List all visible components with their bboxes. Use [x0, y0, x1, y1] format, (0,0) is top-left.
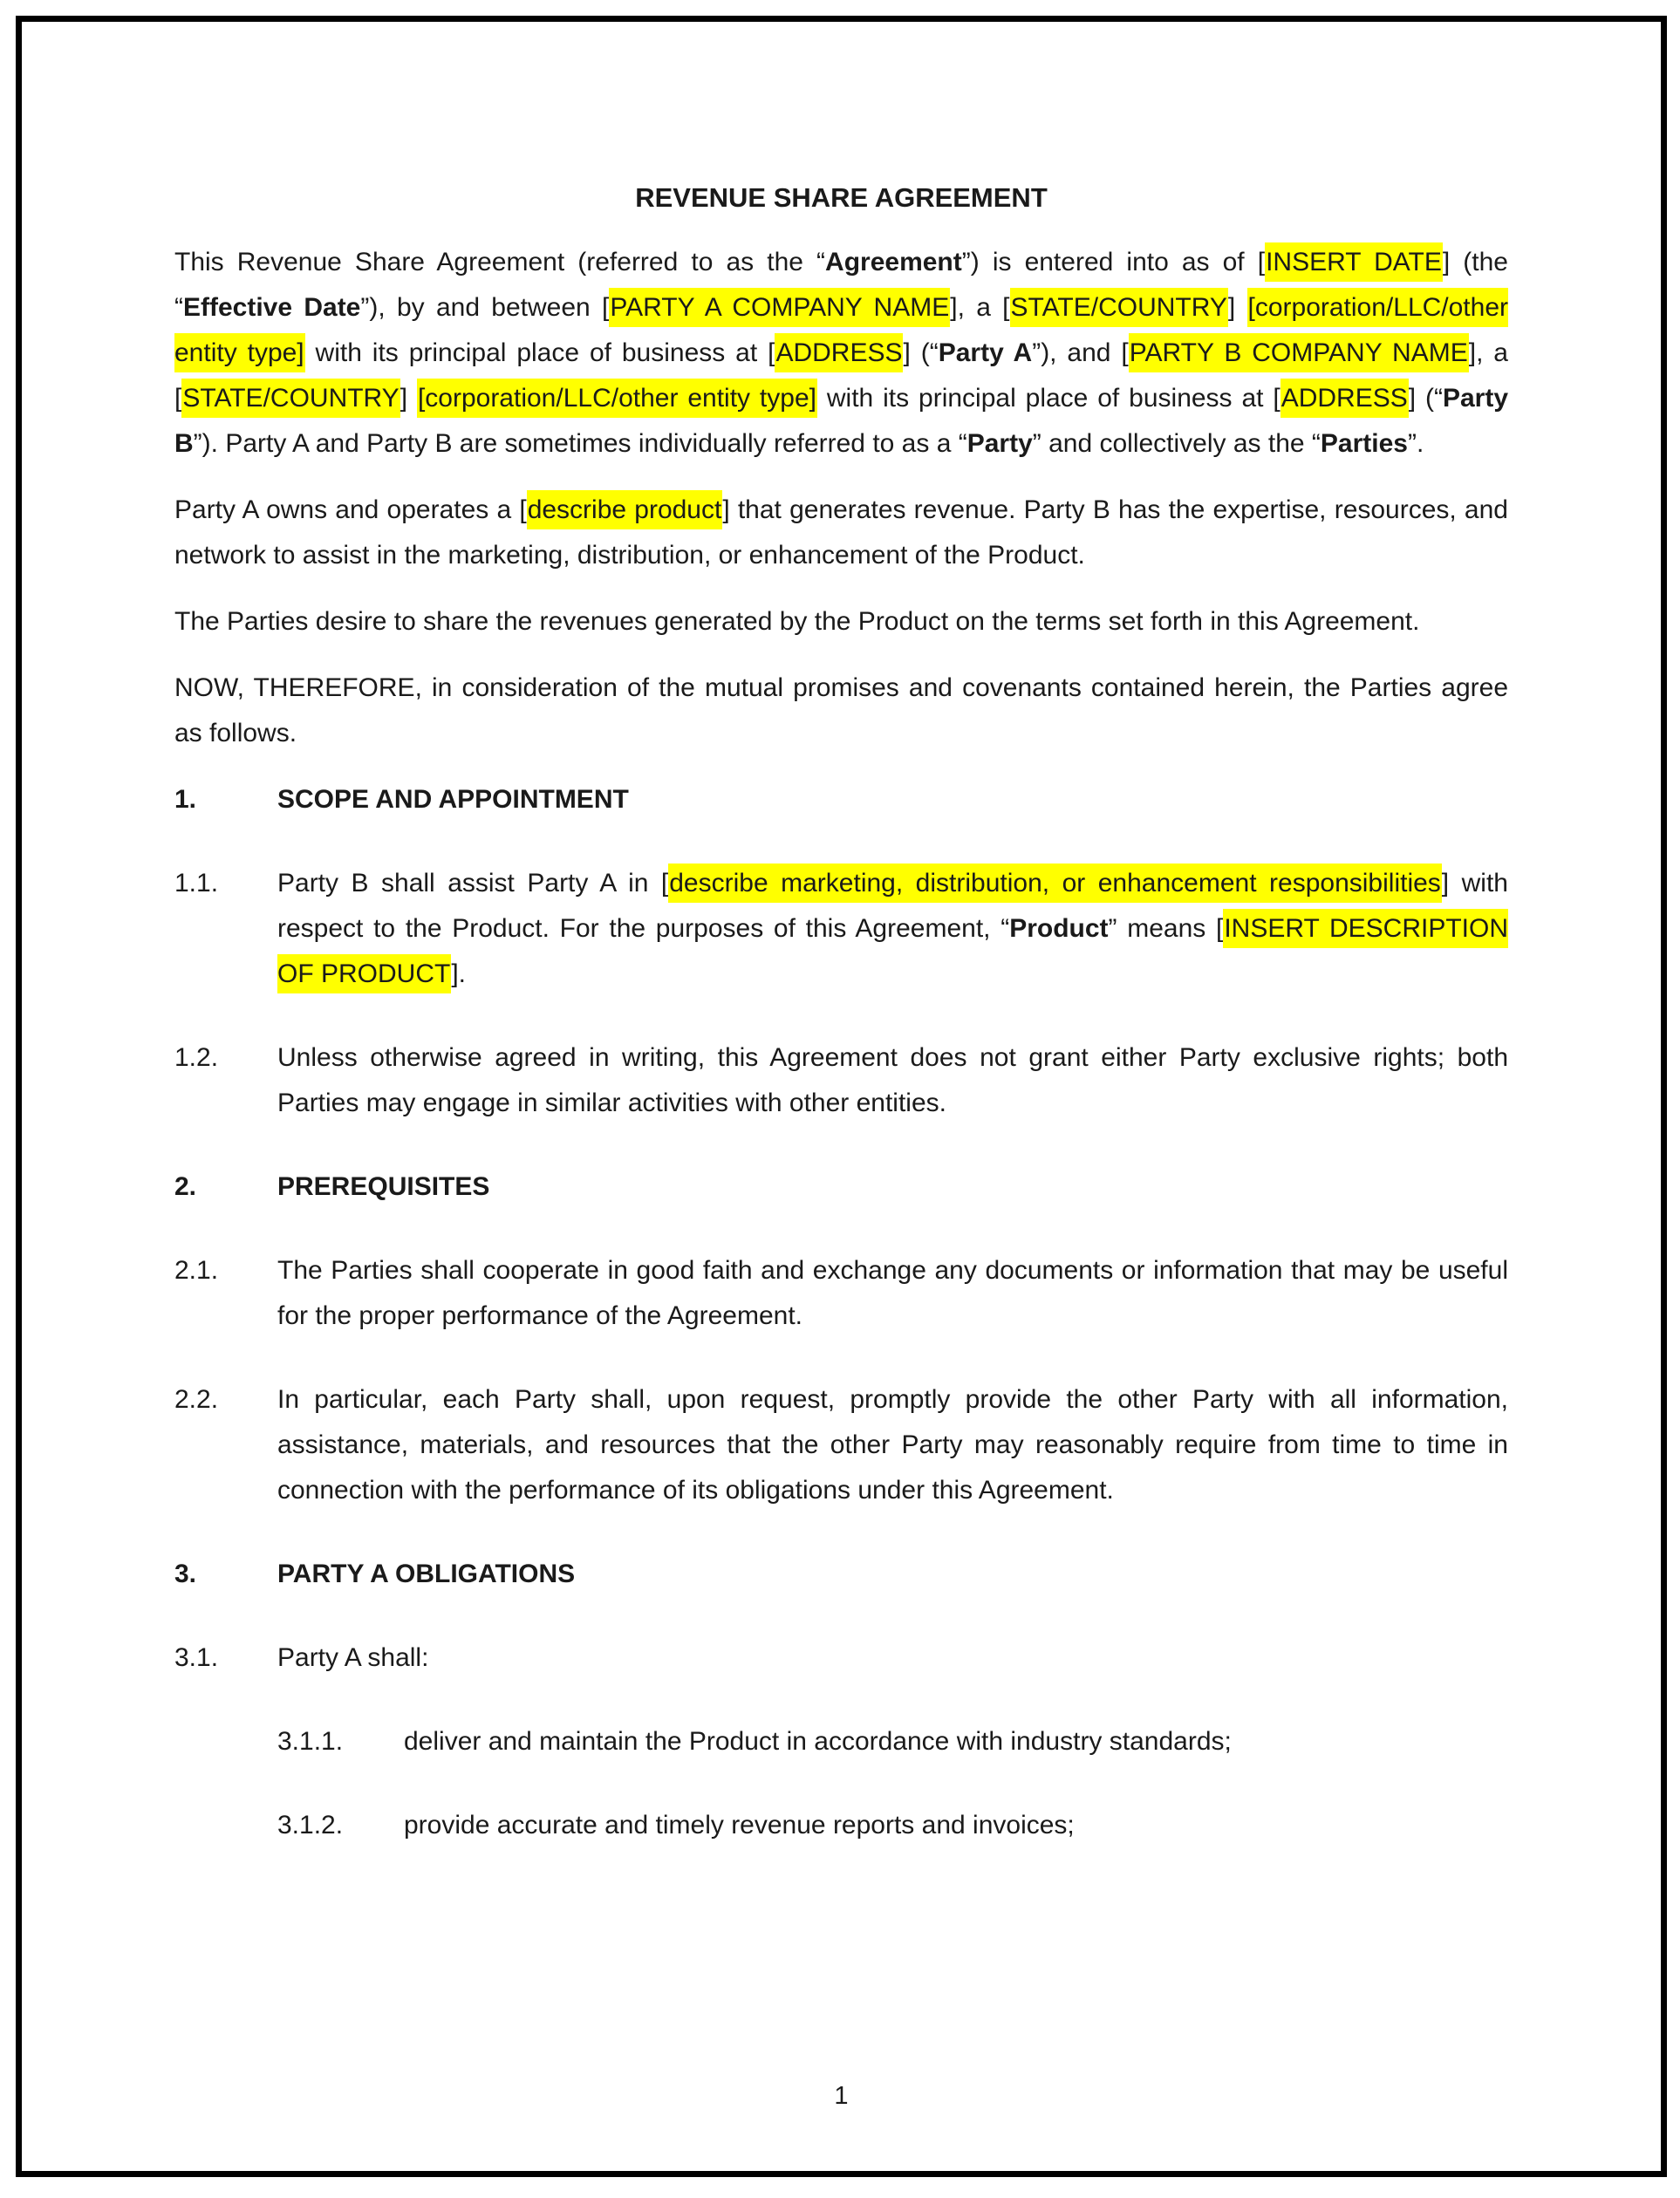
text-run: The Parties shall cooperate in good faith and exchange any documents or information that may be useful for the proper performance of the Agreement.: [277, 1256, 1508, 1330]
text-run: deliver and maintain the Product in accordance with industry standards;: [404, 1727, 1232, 1756]
defined-term: SCOPE AND APPOINTMENT: [277, 785, 629, 814]
text-run: ] that generates revenue. Party B has the expertise, resources, and network to assist in the marketing, distribution, or enhancement of the Product.: [174, 495, 1508, 570]
clause: [277, 1719, 1508, 1765]
text-run: ”). Party A and Party B are sometimes individually referred to as a “: [193, 429, 967, 458]
document-page: [22, 22, 1661, 1848]
clause-text: [277, 1377, 1508, 1513]
text-run: ]: [400, 384, 417, 413]
page-border: [16, 16, 1667, 2177]
clause-number: 2.2.: [174, 1385, 219, 1414]
text-run: ] with respect to the Product. For the purposes of this Agreement, “: [277, 869, 1508, 943]
text-run: The Parties desire to share the revenues generated by the Product on the terms set forth in this Agreement.: [174, 607, 1420, 636]
document-body: [174, 240, 1508, 1848]
paragraph: [174, 488, 1508, 578]
clause-text: [404, 1719, 1508, 1765]
clause-number: 1.1.: [174, 869, 219, 898]
placeholder-highlight: INSERT DATE: [1265, 242, 1443, 282]
defined-term: Parties: [1320, 429, 1408, 458]
text-run: NOW, THEREFORE, in consideration of the mutual promises and covenants contained herein, the Parties agree as follows.: [174, 673, 1508, 747]
text-run: ”) is entered into as of [: [961, 248, 1266, 276]
clause-number: 1.2.: [174, 1043, 219, 1072]
clause: [174, 1377, 1508, 1513]
text-run: Unless otherwise agreed in writing, this Agreement does not grant either Party exclusive rights; both Parties may engage in similar activities with other entities.: [277, 1043, 1508, 1117]
text-run: ]: [1227, 293, 1247, 322]
clause: [174, 1248, 1508, 1339]
text-run: ” means [: [1108, 914, 1224, 943]
section-number: 3.: [174, 1560, 197, 1588]
placeholder-highlight: STATE/COUNTRY: [181, 379, 400, 418]
text-run: ] (“: [903, 338, 939, 367]
section-title: [277, 1552, 1508, 1597]
section-number: 2.: [174, 1172, 197, 1201]
text-run: ], a [: [950, 293, 1010, 322]
section-number: 1.: [174, 785, 197, 814]
clause-number: 3.1.: [174, 1643, 219, 1672]
text-run: ”), and [: [1032, 338, 1129, 367]
defined-term: Effective Date: [183, 293, 361, 322]
clause-text: [404, 1803, 1508, 1848]
text-run: Party A shall:: [277, 1643, 429, 1672]
placeholder-highlight: [corporation/LLC/other entity type]: [417, 379, 817, 418]
clause-text: [277, 1248, 1508, 1339]
defined-term: Party B: [174, 384, 1509, 458]
text-run: ] (“: [1408, 384, 1443, 413]
clause: [174, 1635, 1508, 1681]
placeholder-highlight: PARTY A COMPANY NAME: [609, 288, 950, 327]
text-run: In particular, each Party shall, upon request, promptly provide the other Party with all information, assistance, materials, and resources that the other Party may reasonably require from time to time in connection with the performance of its obligations under this Agreement.: [277, 1385, 1508, 1505]
paragraph: [174, 240, 1508, 467]
text-run: ”), by and between [: [360, 293, 610, 322]
paragraph: [174, 599, 1508, 645]
defined-term: Party A: [938, 338, 1033, 367]
placeholder-highlight: INSERT DESCRIPTION OF PRODUCT: [277, 909, 1508, 993]
document-title: REVENUE SHARE AGREEMENT: [635, 182, 1048, 213]
text-run: ], a [: [174, 338, 1508, 413]
clause: [174, 861, 1508, 997]
clause-number: 3.1.2.: [277, 1811, 344, 1840]
text-run: This Revenue Share Agreement (referred to as the “: [174, 248, 826, 276]
placeholder-highlight: ADDRESS: [775, 333, 903, 372]
placeholder-highlight: ADDRESS: [1280, 379, 1409, 418]
section-heading: [174, 1164, 1508, 1210]
text-run: ”.: [1408, 429, 1424, 458]
text-run: ] (the “: [174, 248, 1508, 322]
placeholder-highlight: STATE/COUNTRY: [1010, 288, 1228, 327]
section-title: [277, 1164, 1508, 1210]
clause-text: [277, 1035, 1508, 1126]
text-run: ” and collectively as the “: [1032, 429, 1321, 458]
section-heading: [174, 1552, 1508, 1597]
clause: [277, 1803, 1508, 1848]
text-run: with its principal place of business at [: [304, 338, 775, 367]
placeholder-highlight: [corporation/LLC/other entity type]: [174, 288, 1508, 372]
text-run: with its principal place of business at [: [816, 384, 1280, 413]
text-run: Party A owns and operates a [: [174, 495, 527, 524]
clause-number: 3.1.1.: [277, 1727, 344, 1756]
page-number: 1: [834, 2082, 849, 2110]
defined-term: Product: [1009, 914, 1109, 943]
clause-text: [277, 861, 1508, 997]
defined-term: Agreement: [825, 248, 962, 276]
text-run: ].: [451, 959, 466, 988]
section-heading: [174, 777, 1508, 823]
clause: [174, 1035, 1508, 1126]
defined-term: PARTY A OBLIGATIONS: [277, 1560, 576, 1588]
clause-number: 2.1.: [174, 1256, 219, 1285]
text-run: Party B shall assist Party A in [: [277, 869, 669, 898]
defined-term: Party: [966, 429, 1033, 458]
placeholder-highlight: PARTY B COMPANY NAME: [1129, 333, 1469, 372]
clause-text: [277, 1635, 1508, 1681]
defined-term: PREREQUISITES: [277, 1172, 490, 1201]
text-run: provide accurate and timely revenue reports and invoices;: [404, 1811, 1075, 1840]
placeholder-highlight: describe marketing, distribution, or enhancement responsibilities: [668, 864, 1442, 903]
placeholder-highlight: describe product: [527, 490, 723, 529]
section-title: [277, 777, 1508, 823]
paragraph: [174, 666, 1508, 756]
